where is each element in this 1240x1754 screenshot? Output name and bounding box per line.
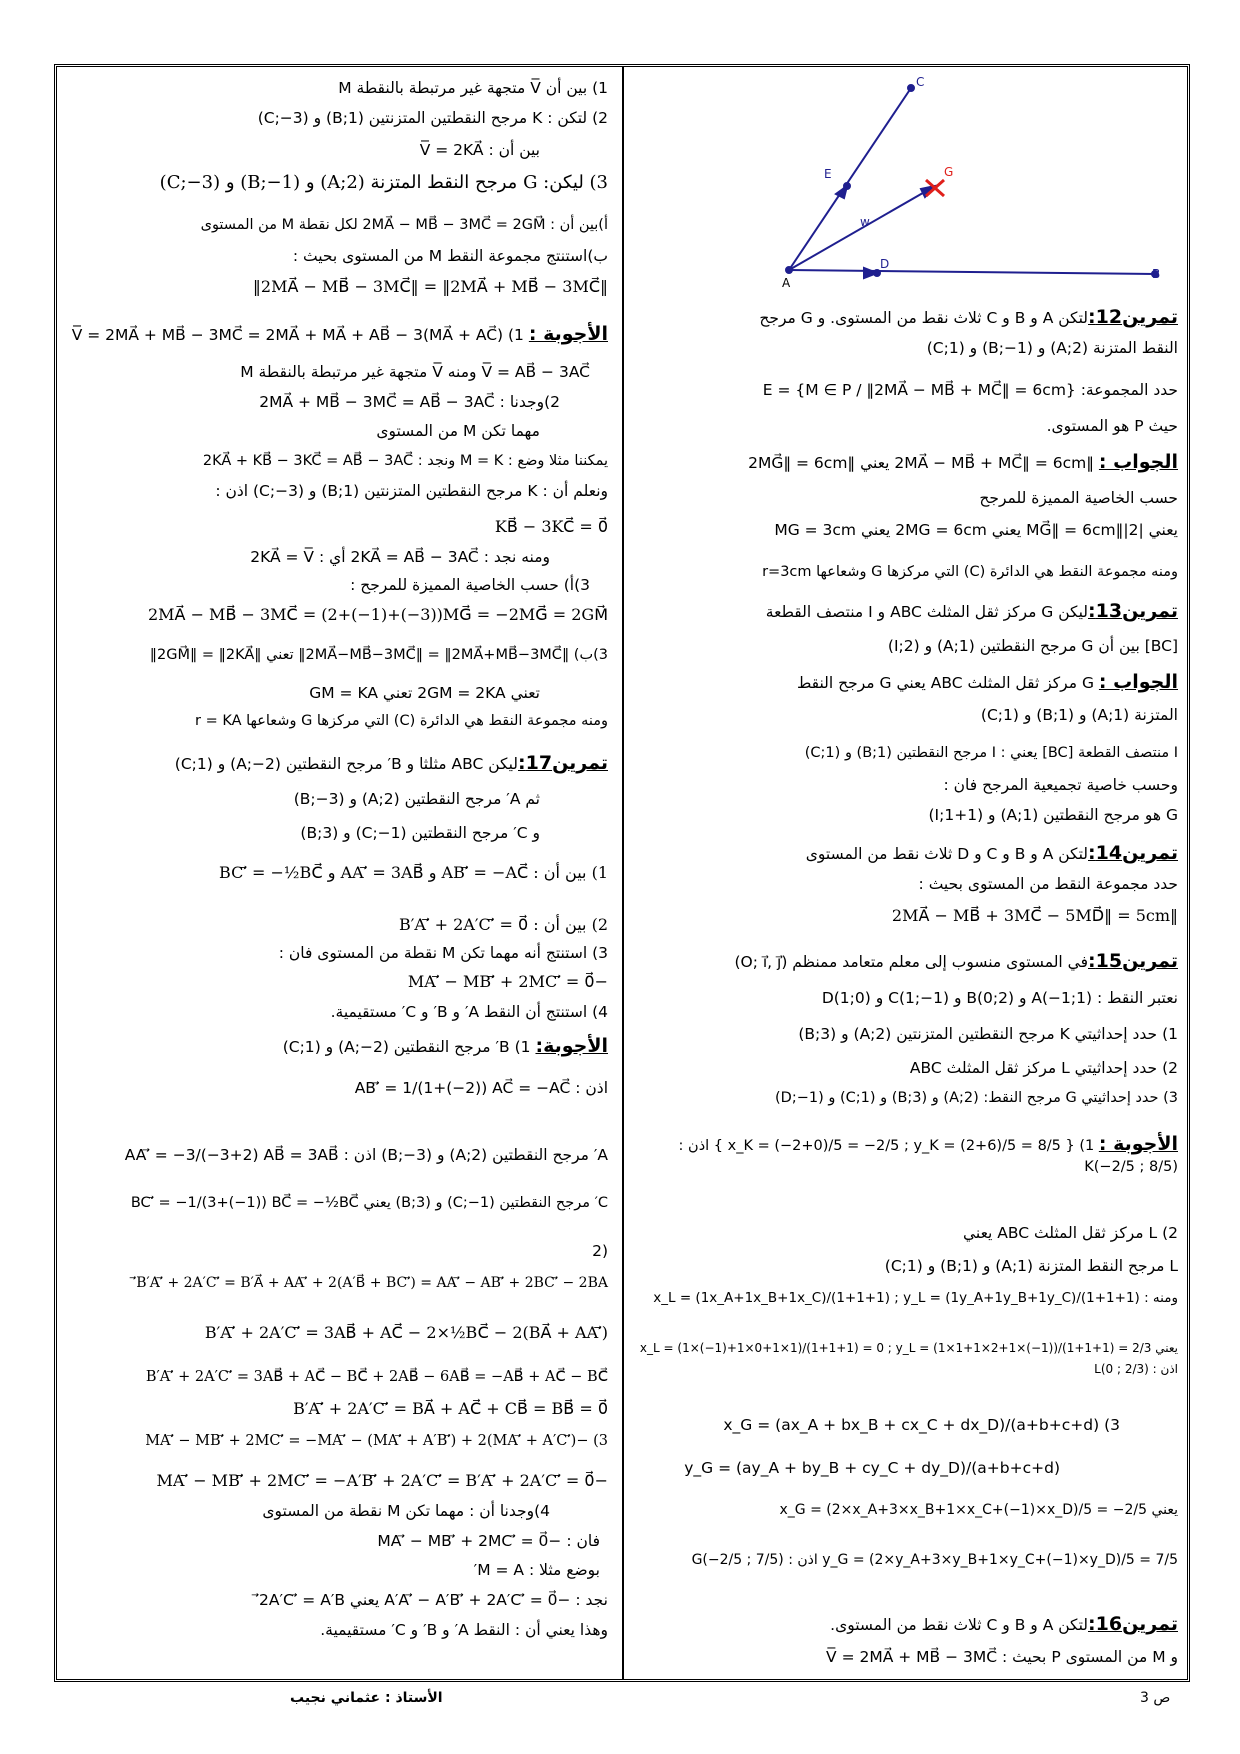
text-line: حيث P هو المستوى. [1046, 417, 1178, 435]
math-line: y_G = (2×y_A+3×y_B+1×y_C+(−1)×y_D)/5 = 7/5 اذن : G(−2/5 ; 7/5) [691, 1552, 1178, 1568]
text-line: A′ مرجح النقطتين (A;2) و (B;−3) اذن : AA′⃗ = −3/(−3+2) AB⃗ = 3AB⃗ [124, 1146, 608, 1164]
text-line: 1) بين أن V̅ متجهة غير مرتبطة بالنقطة M [338, 79, 608, 97]
math-line: 3) x_G = (ax_A + bx_B + cx_C + dx_D)/(a+b+c+d) [723, 1416, 1120, 1434]
math-line: 2MA⃗ − MB⃗ − 3MC⃗ = (2+(−1)+(−3))MG⃗ = −2MG⃗ = 2GM⃗ [147, 605, 608, 624]
text-line: ومنه مجموعة النقط هي الدائرة (C) التي مركزها G وشعاعها r = KA [195, 713, 608, 729]
point-C [908, 85, 914, 91]
text-line [60, 750, 608, 777]
text-line: المتزنة (A;1) و (B;1) و (C;1) [980, 706, 1178, 724]
text-line: لتكن A و B و C ثلاث نقط من المستوى. و G مرجح [759, 309, 1088, 327]
text-line: في المستوى منسوب إلى معلم متعامد ممنظم (O; i⃗, j⃗) [734, 953, 1088, 971]
text-line: 4) استنتج أن النقط A′ و B′ و C′ مستقيمية. [330, 1003, 608, 1021]
math-line: يعني x_G = (2×x_A+3×x_B+1×x_C+(−1)×x_D)/5 = −2/5 [779, 1502, 1178, 1518]
exercise-13-heading: تمرين13: [1088, 600, 1178, 622]
point-A [786, 267, 792, 273]
exercise-17-heading: تمرين17: [518, 752, 608, 774]
text-line: 3) حدد إحداثيتي G مرجح النقط: (A;2) و (B;3) و (C;1) و (D;−1) [775, 1090, 1178, 1106]
math-line: KB⃗ − 3KC⃗ = 0⃗ [494, 517, 608, 536]
text-line: وحسب خاصية تجميعية المرجح فان : [943, 776, 1178, 794]
author-footer: الأستاذ : عثماني نجيب [290, 1690, 443, 1706]
text-line [632, 304, 1178, 331]
segment-AB [789, 270, 1155, 274]
text-line: 3)ب) ‖2MA⃗−MB⃗−3MC⃗‖ = ‖2MA⃗+MB⃗−3MC⃗‖ تعني ‖2GM⃗‖ = ‖2KA⃗‖ [149, 647, 608, 663]
text-line [632, 1611, 1178, 1638]
text-line: ثم A′ مرجح النقطتين (A;2) و (B;−3) [293, 790, 540, 808]
text-line: 4)وجدنا أن : مهما تكن M نقطة من المستوى [262, 1502, 550, 1520]
text-line: بين أن : V̅ = 2KA⃗ [419, 141, 540, 159]
math-line: B′A′⃗ + 2A′C′⃗ = 3AB⃗ + AC⃗ − BC⃗ + 2AB⃗ − 6AB⃗ = −AB⃗ + AC⃗ − BC⃗ [145, 1369, 608, 1385]
math-line: −MA′⃗ − MB′⃗ + 2MC′⃗ = −A′B′⃗ + 2A′C′⃗ = B′A′⃗ + 2A′C′⃗ = 0⃗ [156, 1471, 608, 1490]
text-line: 3) ليكن: G مرجح النقط المتزنة (A;2) و (B;−1) و (C;−3) [159, 172, 608, 193]
text-line: اذن : AB′⃗ = 1/(1+(−2)) AC⃗ = −AC⃗ [354, 1079, 608, 1097]
text-line: ومنه مجموعة النقط هي الدائرة (C) التي مركزها G وشعاعها r=3cm [762, 564, 1178, 580]
text-line: 2) لتكن : K مرجح النقطتين المتزنتين (B;1) و (C;−3) [257, 109, 608, 127]
text-line: حدد المجموعة: E = {M ∈ P / ‖2MA⃗ − MB⃗ + MC⃗‖ = 6cm} [762, 381, 1178, 399]
answers-15-heading: الأجوبة : [1098, 1133, 1178, 1155]
column-divider [622, 66, 624, 1680]
text-line: L مرجح النقط المتزنة (A;1) و (B;1) و (C;1) [884, 1257, 1178, 1275]
text-line: مهما تكن M من المستوى [376, 422, 540, 440]
label-E: E [824, 167, 832, 181]
math-line: 1) { x_K = (−2+0)/5 = −2/5 ; y_K = (2+6)/5 = 8/5 } اذن : K(−2/5 ; 8/5) [678, 1138, 1178, 1175]
math-line: 2) بين أن : B′A′⃗ + 2A′C′⃗ = 0⃗ [399, 915, 608, 934]
math-line: ‖2MA⃗ − MB⃗ − 3MC⃗‖ = ‖2MA⃗ + MB⃗ − 3MC⃗‖ [252, 277, 608, 296]
label-D: D [880, 257, 890, 271]
text-line: فان : −MA′⃗ − MB′⃗ + 2MC′⃗ = 0⃗ [377, 1532, 600, 1550]
label-B: B [1152, 267, 1161, 281]
math-line: 3) −MA′⃗ − MB′⃗ + 2MC′⃗ = −MA′⃗ − (MA′⃗ + A′B′⃗) + 2(MA′⃗ + A′C′⃗) [145, 1433, 608, 1449]
text-line: 3)أ) حسب الخاصية المميزة للمرجح : [350, 576, 590, 594]
text-line: نجد : −A′A′⃗ − A′B′⃗ + 2A′C′⃗ = 0⃗ يعني 2A′C′⃗ = A′B′⃗ [255, 1591, 608, 1609]
exercise-16-heading: تمرين16: [1088, 1613, 1178, 1635]
answers-heading: الأجوبة : [528, 323, 608, 345]
label-w: w [860, 215, 870, 229]
text-line: حسب الخاصية المميزة للمرجح [979, 489, 1178, 507]
text-line: 2)وجدنا : 2MA⃗ + MB⃗ − 3MC⃗ = AB⃗ − 3AC⃗ [259, 393, 560, 411]
text-line: 2) L مركز ثقل المثلث ABC يعني [962, 1224, 1178, 1242]
text-line: 1) حدد إحداثيتي K مرجح النقطتين المتزنتين (A;2) و (B;3) [798, 1025, 1178, 1043]
text-line: V̅ = AB⃗ − 3AC⃗ ومنه V̅ متجهة غير مرتبطة بالنقطة M [240, 363, 590, 381]
text-line: ونعلم أن : K مرجح النقطتين المتزنتين (B;1) و (C;−3) اذن : [215, 482, 608, 500]
text-line: بوضع مثلا : M = A′ [473, 1561, 600, 1579]
math-line: يعني x_L = (1×(−1)+1×0+1×1)/(1+1+1) = 0 ; y_L = (1×1+1×2+1×(−1))/(1+1+1) = 2/3 اذن : L(0 ; 2/3) [639, 1341, 1178, 1376]
point-E [844, 183, 850, 189]
math-line: 1) بين أن : AB′⃗ = −AC⃗ و AA′⃗ = 3AB⃗ و BC′⃗ = −½BC⃗ [219, 863, 608, 882]
text-line: لتكن A و B و C و D ثلاث نقط من المستوى [805, 845, 1088, 863]
text-line: C′ مرجح النقطتين (C;−1) و (B;3) يعني BC′⃗ = −1/(3+(−1)) BC⃗ = −½BC⃗ [130, 1195, 608, 1211]
answer-13-heading: الجواب : [1098, 671, 1178, 693]
text-line [632, 948, 1178, 975]
text-line: وهذا يعني أن : النقط A′ و B′ و C′ مستقيمية. [320, 1621, 608, 1639]
math-line: B′A′⃗ + 2A′C′⃗ = B′A⃗ + AA′⃗ + 2(A′B⃗ + BC′⃗) = AA′⃗ − AB′⃗ + 2BC′⃗ − 2BA′⃗ [133, 1275, 608, 1291]
math-line: y_G = (ay_A + by_B + cy_C + dy_D)/(a+b+c+d) [684, 1459, 1060, 1477]
vector-figure [770, 70, 1180, 290]
text-line: أ)بين أن : 2MA⃗ − MB⃗ − 3MC⃗ = 2GM⃗ لكل نقطة M من المستوى [200, 217, 608, 233]
page-number: ص 3 [1140, 1690, 1171, 1706]
text-line: (2 [592, 1242, 608, 1260]
answers-17-heading: الأجوبة: [535, 1035, 608, 1057]
text-line: ومنه نجد : 2KA⃗ = AB⃗ − 3AC⃗ أي : 2KA⃗ = V̅ [250, 548, 550, 566]
label-A: A [782, 276, 791, 290]
text-line: 1) B′ مرجح النقطتين (A;−2) و (C;1) [282, 1038, 531, 1056]
text-line: ليكن ABC مثلثا و B′ مرجح النقطتين (A;−2) و (C;1) [174, 755, 518, 773]
text-line [632, 669, 1178, 696]
text-line: G مركز ثقل المثلث ABC يعني G مرجح النقط [796, 674, 1094, 692]
text-line [60, 321, 608, 348]
text-line [632, 598, 1178, 625]
exercise-12-heading: تمرين12: [1088, 306, 1178, 328]
text-line: يعني |2|‖MG⃗‖ = 6cm يعني 2MG = 6cm يعني MG = 3cm [774, 521, 1178, 539]
text-line: 2) حدد إحداثيتي L مركز ثقل المثلث ABC [909, 1059, 1178, 1077]
text-line [632, 840, 1178, 867]
text-line: و C′ مرجح النقطتين (C;−1) و (B;3) [300, 824, 540, 842]
math-line: ومنه : x_L = (1x_A+1x_B+1x_C)/(1+1+1) ; y_L = (1y_A+1y_B+1y_C)/(1+1+1) [653, 1290, 1178, 1306]
text-line [632, 449, 1178, 476]
text-line: نعتبر النقط : A(−1;1) و B(0;2) و C(1;−1) و D(1;0) [821, 989, 1178, 1007]
exercise-14-heading: تمرين14: [1088, 842, 1178, 864]
math-line: B′A′⃗ + 2A′C′⃗ = 3AB⃗ + AC⃗ − 2×½BC⃗ − 2(BA⃗ + AA′⃗) [204, 1323, 608, 1342]
math-line: ‖2MA⃗ − MB⃗ + 3MC⃗ − 5MD⃗‖ = 5cm [891, 906, 1178, 925]
text-line: ليكن G مركز ثقل المثلث ABC و I منتصف القطعة [765, 603, 1088, 621]
text-line: [BC] بين أن G مرجح النقطتين (A;1) و (I;2) [887, 637, 1178, 655]
text-line: G هو مرجح النقطتين (A;1) و (I;1+1) [928, 806, 1178, 824]
text-line: تعني 2GM = 2KA تعني GM = KA [309, 684, 540, 702]
text-line: النقط المتزنة (A;2) و (B;−1) و (C;1) [926, 339, 1178, 357]
math-line: B′A′⃗ + 2A′C′⃗ = BA⃗ + AC⃗ + CB⃗ = BB⃗ = 0⃗ [293, 1399, 608, 1418]
math-line: −MA′⃗ − MB′⃗ + 2MC′⃗ = 0⃗ [407, 972, 608, 991]
text-line: 3) استنتج أنه مهما تكن M نقطة من المستوى فان : [278, 944, 608, 962]
text-line [60, 1033, 608, 1060]
text-line: و M من المستوى P بحيث : V̅ = 2MA⃗ + MB⃗ − 3MC⃗ [826, 1648, 1178, 1666]
text-line [632, 1134, 1178, 1178]
label-G: G [944, 165, 954, 179]
exercise-15-heading: تمرين15: [1088, 950, 1178, 972]
text-line: حدد مجموعة النقط من المستوى بحيث : [918, 875, 1178, 893]
math-line: ‖2MA⃗ − MB⃗ + MC⃗‖ = 6cm يعني ‖2MG⃗‖ = 6cm [748, 454, 1094, 472]
text-line: يمكننا مثلا وضع : M = K ونجد : 2KA⃗ + KB⃗ − 3KC⃗ = AB⃗ − 3AC⃗ [202, 453, 608, 469]
text-line: ب)استنتج مجموعة النقط M من المستوى بحيث : [292, 247, 608, 265]
label-C: C [916, 75, 925, 89]
segment-AC [789, 88, 911, 270]
math-line: 1) V̅ = 2MA⃗ + MB⃗ − 3MC⃗ = 2MA⃗ + MA⃗ + AB⃗ − 3(MA⃗ + AC⃗) [71, 326, 524, 344]
text-line: لتكن A و B و C ثلاث نقط من المستوى. [830, 1616, 1088, 1634]
text-line: I منتصف القطعة [BC] يعني : I مرجح النقطتين (B;1) و (C;1) [804, 745, 1178, 761]
answer-12-heading: الجواب : [1098, 451, 1178, 473]
